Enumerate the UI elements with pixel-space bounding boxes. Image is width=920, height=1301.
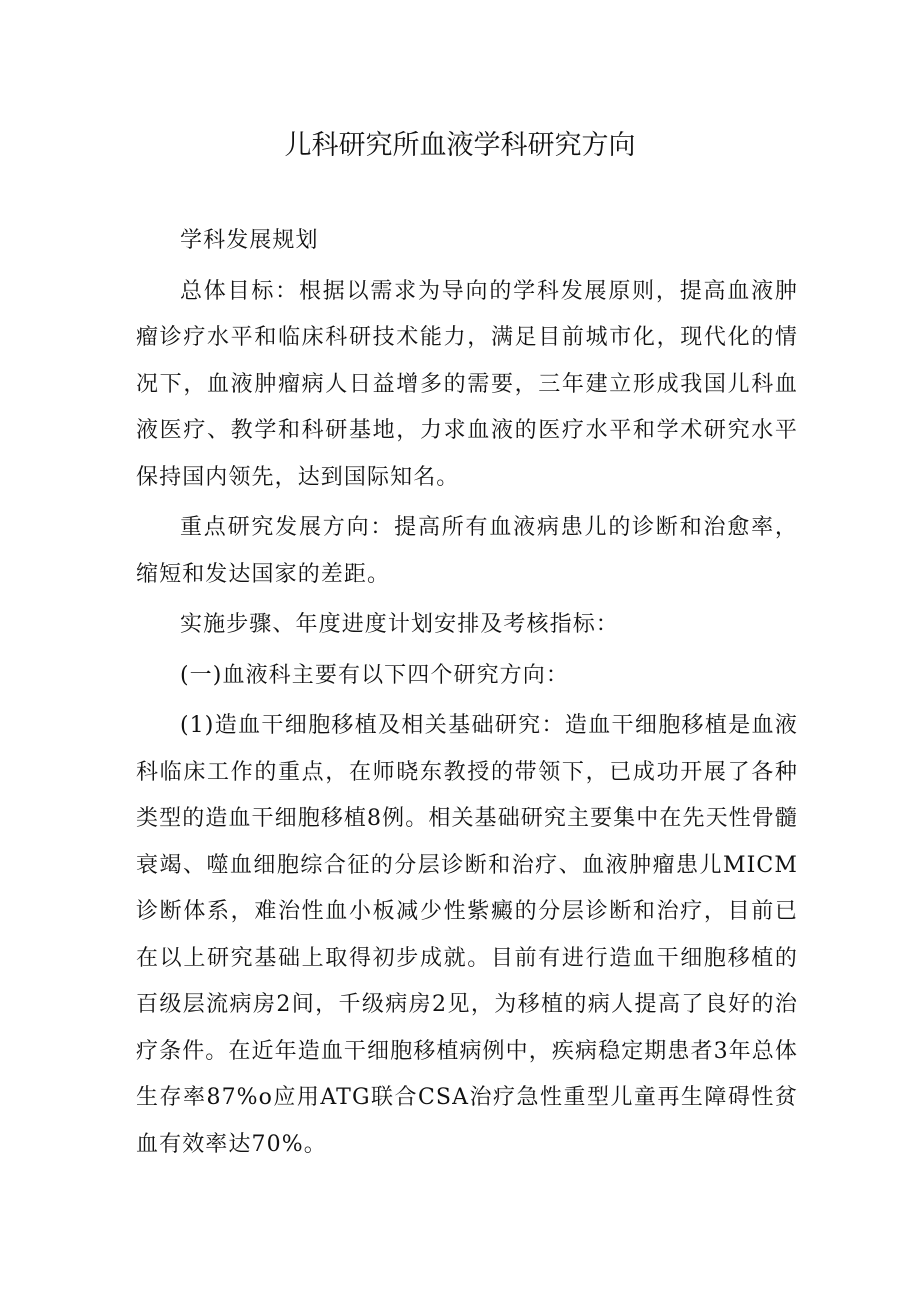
paragraph-implementation: 实施步骤、年度进度计划安排及考核指标： bbox=[180, 612, 619, 637]
document-title: 儿科研究所血液学科研究方向 bbox=[284, 130, 636, 161]
paragraph-key-direction: 重点研究发展方向：提高所有血液病患儿的诊断和治愈率，缩短和发达国家的差距。 bbox=[136, 515, 798, 587]
paragraph-four-directions: (一)血液科主要有以下四个研究方向： bbox=[180, 662, 569, 688]
paragraph-overall-goal: 总体目标：根据以需求为导向的学科发展原则，提高血液肿瘤诊疗水平和临床科研技术能力，满足目前城市化，现代化的情况下，血液肿瘤病人日益增多的需要，三年建立形成我国儿科血液医疗、教学和科研基地，力求血液的医疗水平和学术研究水平保持国内领先，达到国际知名。 bbox=[136, 278, 798, 490]
section-heading-planning: 学科发展规划 bbox=[180, 228, 319, 253]
document-body bbox=[136, 218, 798, 1168]
paragraph-stem-cell-transplant: (1)造血干细胞移植及相关基础研究：造血干细胞移植是血液科临床工作的重点，在师晓东教授的带领下，已成功开展了各种类型的造血干细胞移植8例。相关基础研究主要集中在先天性骨髓衰竭、噬血细胞综合征的分层诊断和治疗、血液肿瘤患儿MICM诊断体系，难治性血小板减少性紫癜的分层诊断和治疗，目前已在以上研究基础上取得初步成就。目前有进行造血干细胞移植的百级层流病房2间，千级病房2见，为移植的病人提高了良好的治疗条件。在近年造血干细胞移植病例中，疾病稳定期患者3年总体生存率87%o应用ATG联合CSA治疗急性重型儿童再生障碍性贫血有效率达70%。 bbox=[136, 713, 798, 1157]
